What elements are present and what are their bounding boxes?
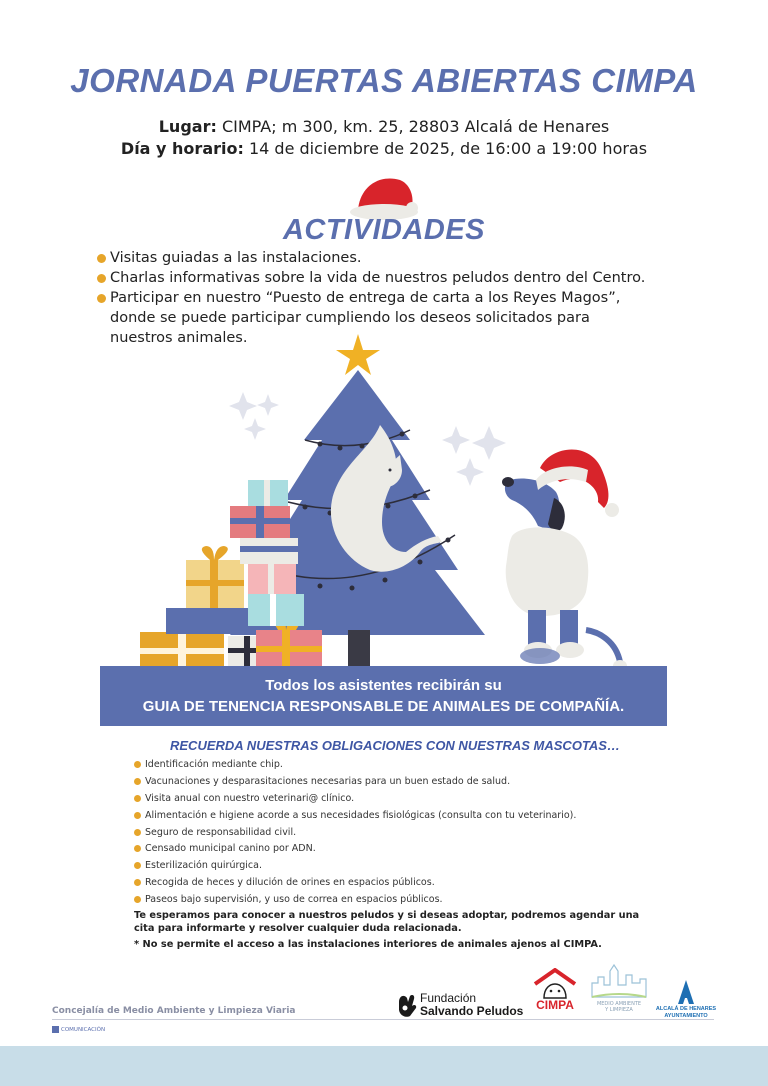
event-place xyxy=(0,117,768,136)
bullet-icon xyxy=(97,294,106,303)
bullet-icon xyxy=(97,274,106,283)
divider xyxy=(52,1019,714,1020)
guide-banner xyxy=(100,666,667,726)
access-note: * No se permite el acceso a las instalaciones interiores de animales ajenos al CIMPA. xyxy=(134,939,602,950)
list-item: Alimentación e higiene acorde a sus necesidades fisiológicas (consulta con tu veterinario). xyxy=(134,808,654,825)
date-value: 14 de diciembre de 2025, de 16:00 a 19:00 horas xyxy=(243,139,648,158)
list-item: Charlas informativas sobre la vida de nuestros peludos dentro del Centro. xyxy=(97,268,657,288)
list-item: Visita anual con nuestro veterinari@ clínico. xyxy=(134,791,654,808)
bullet-icon xyxy=(134,829,141,836)
bullet-icon xyxy=(97,254,106,263)
bullet-icon xyxy=(134,845,141,852)
star-icon xyxy=(336,334,380,375)
list-item: Participar en nuestro “Puesto de entrega de carta a los Reyes Magos”, donde se puede participar cumpliendo los deseos solicitados para nuestros animales. xyxy=(97,288,657,348)
fundacion-salvando-peludos-logo: Fundación Salvando Peludos xyxy=(396,990,526,1020)
house-pet-icon xyxy=(532,968,578,1000)
place-label: Lugar: xyxy=(158,117,217,136)
banner-line-2: GUIA DE TENENCIA RESPONSABLE DE ANIMALES DE COMPAÑÍA. xyxy=(142,698,625,715)
bullet-icon xyxy=(134,879,141,886)
list-item: Seguro de responsabilidad civil. xyxy=(134,825,654,842)
communication-logo: COMUNICACIÓN xyxy=(52,1026,105,1033)
bullet-icon xyxy=(134,896,141,903)
list-item: Vacunaciones y desparasitaciones necesarias para un buen estado de salud. xyxy=(134,774,654,791)
gift-icon xyxy=(140,480,322,674)
place-value: CIMPA; m 300, km. 25, 28803 Alcalá de Henares xyxy=(216,117,610,136)
bullet-icon xyxy=(134,795,141,802)
bullet-icon xyxy=(134,862,141,869)
list-item: Censado municipal canino por ADN. xyxy=(134,841,654,858)
bullet-icon xyxy=(134,778,141,785)
list-item: Identificación mediante chip. xyxy=(134,757,654,774)
banner-line-1: Todos los asistentes recibirán su xyxy=(265,677,502,694)
closing-text: Te esperamos para conocer a nuestros peludos y si deseas adoptar, podremos agendar una cita para informarte y resolver cualquier duda relacionada. xyxy=(134,910,640,934)
department-name: Concejalía de Medio Ambiente y Limpieza Viaria xyxy=(52,1006,296,1016)
list-item: Esterilización quirúrgica. xyxy=(134,858,654,875)
bullet-icon xyxy=(134,761,141,768)
city-skyline-icon xyxy=(588,963,650,1001)
christmas-illustration xyxy=(130,330,640,675)
a-letter-icon xyxy=(654,978,718,1006)
obligations-list xyxy=(134,757,654,909)
page-title: JORNADA PUERTAS ABIERTAS CIMPA xyxy=(70,62,698,99)
event-date xyxy=(0,139,768,158)
alcala-de-henares-logo: ALCALÁ DE HENARES AYUNTAMIENTO xyxy=(654,978,718,1020)
activities-title: ACTIVIDADES xyxy=(282,214,486,246)
list-item: Paseos bajo supervisión, y uso de correa en espacios públicos. xyxy=(134,892,654,909)
date-label: Día y horario: xyxy=(120,139,244,158)
list-item: Recogida de heces y dilución de orines en espacios públicos. xyxy=(134,875,654,892)
list-item: Visitas guiadas a las instalaciones. xyxy=(97,248,657,268)
medio-ambiente-logo: MEDIO AMBIENTE Y LIMPIEZA xyxy=(588,963,650,1023)
dog-icon xyxy=(502,449,627,672)
bullet-icon xyxy=(134,812,141,819)
hand-paw-icon xyxy=(396,992,418,1018)
bottom-band xyxy=(0,1046,768,1086)
cimpa-logo: CIMPA xyxy=(532,968,578,1018)
square-icon xyxy=(52,1026,59,1033)
obligations-title: RECUERDA NUESTRAS OBLIGACIONES CON NUESTRAS MASCOTAS… xyxy=(170,738,620,753)
